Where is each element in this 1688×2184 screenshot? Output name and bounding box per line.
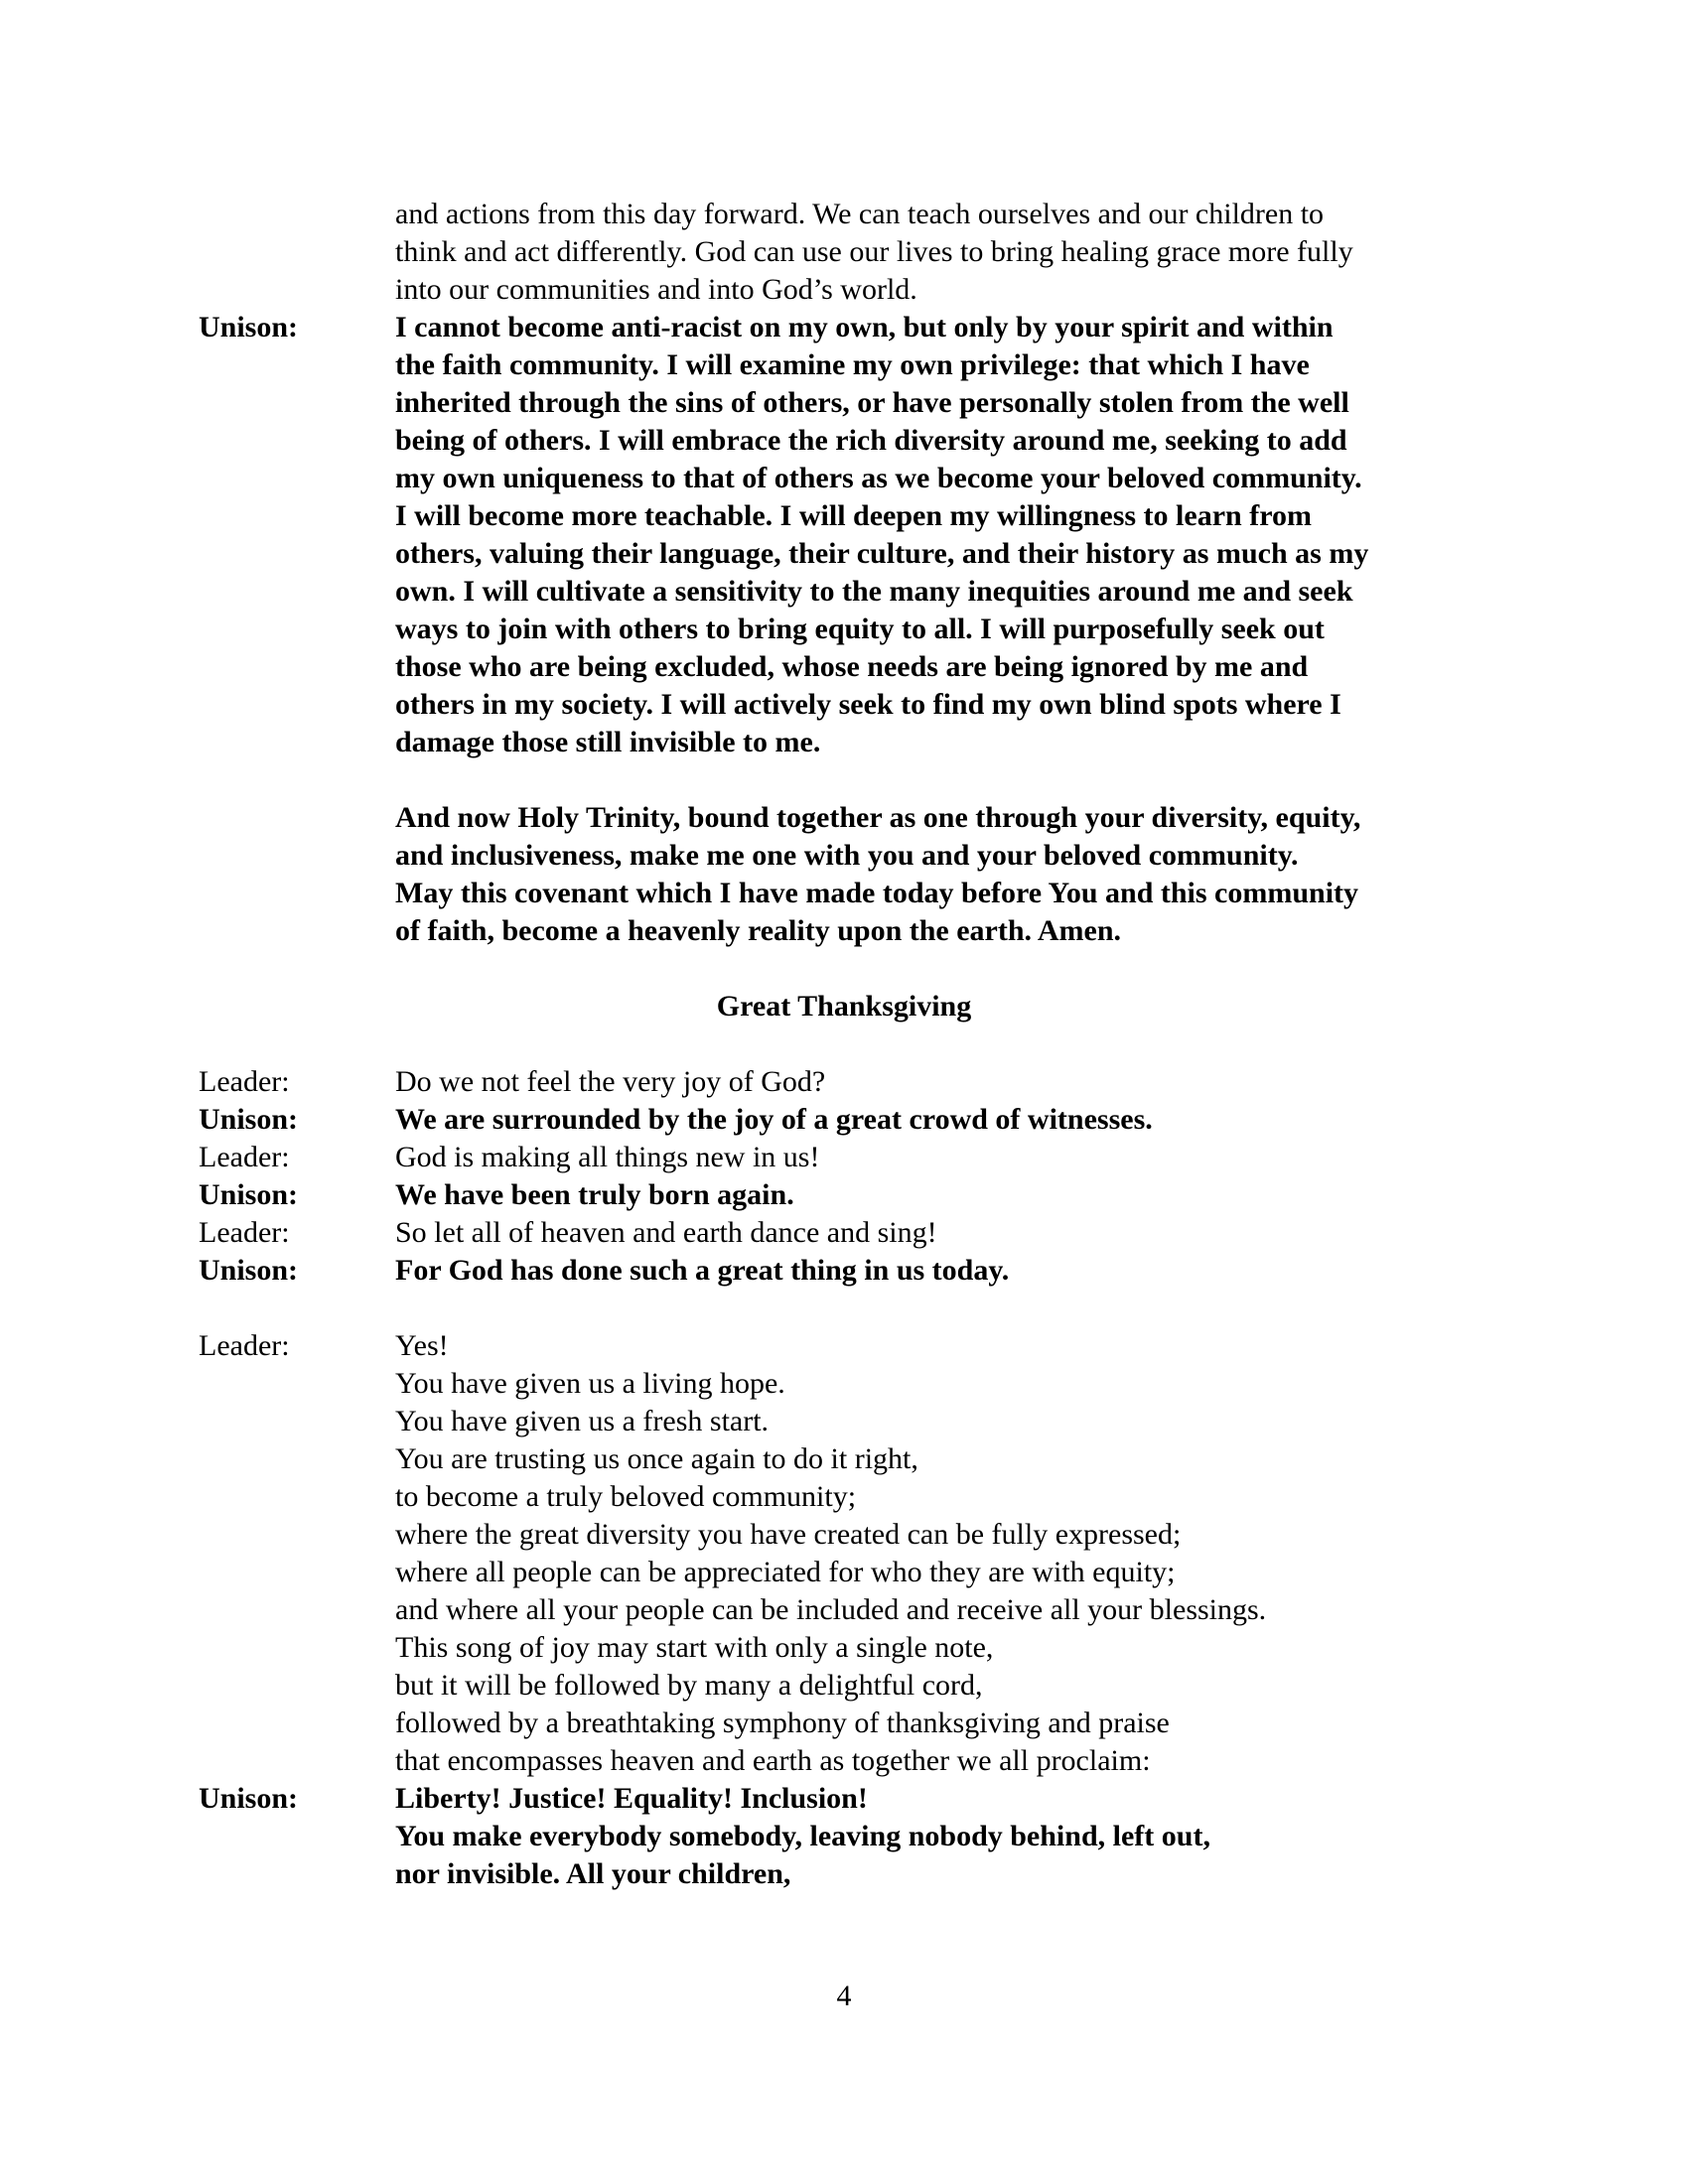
- text-line: [0, 1667, 1688, 1705]
- speaker-label: Unison:: [199, 1178, 299, 1211]
- leader-text: to become a truly beloved community;: [395, 1480, 857, 1513]
- text-line: [0, 309, 1688, 346]
- leader-text: but it will be followed by many a delightful cord,: [395, 1669, 983, 1702]
- unison-text: We are surrounded by the joy of a great crowd of witnesses.: [395, 1103, 1153, 1136]
- speaker-label: Leader:: [199, 1065, 290, 1098]
- unison-text: For God has done such a great thing in us today.: [395, 1254, 1010, 1287]
- text-line: [0, 837, 1688, 875]
- leader-text: This song of joy may start with only a single note,: [395, 1631, 994, 1664]
- text-line: [0, 799, 1688, 837]
- leader-text: Do we not feel the very joy of God?: [395, 1065, 826, 1098]
- heading-line: [0, 988, 1688, 1025]
- covenant-text: I will become more teachable. I will deepen my willingness to learn from: [395, 499, 1312, 532]
- leader-text: and where all your people can be included and receive all your blessings.: [395, 1593, 1267, 1626]
- prayer-text: And now Holy Trinity, bound together as one through your diversity, equity,: [395, 801, 1361, 834]
- continuation-text: into our communities and into God’s world.: [395, 273, 917, 306]
- text-line: [0, 1780, 1688, 1818]
- blank-line: [0, 1290, 1688, 1327]
- page-number: 4: [836, 1979, 852, 2012]
- covenant-text: inherited through the sins of others, or have personally stolen from the well: [395, 386, 1349, 419]
- prayer-text: of faith, become a heavenly reality upon the earth. Amen.: [395, 914, 1122, 947]
- text-line: [0, 384, 1688, 422]
- blank-line: [0, 950, 1688, 988]
- speaker-label: Unison:: [199, 1782, 299, 1815]
- response-row: [0, 1063, 1688, 1101]
- response-row: [0, 1101, 1688, 1139]
- text-line: [0, 875, 1688, 912]
- response-row: [0, 1139, 1688, 1176]
- prayer-text: and inclusiveness, make me one with you and your beloved community.: [395, 839, 1299, 872]
- text-line: [0, 1403, 1688, 1440]
- leader-text: You are trusting us once again to do it right,: [395, 1442, 918, 1475]
- speaker-label: Unison:: [199, 1254, 299, 1287]
- unison-text: You make everybody somebody, leaving nobody behind, left out,: [395, 1820, 1210, 1852]
- speaker-label: Leader:: [199, 1141, 290, 1173]
- covenant-text: those who are being excluded, whose needs are being ignored by me and: [395, 650, 1309, 683]
- text-line: [0, 1554, 1688, 1591]
- blank-line: [0, 761, 1688, 799]
- text-line: [0, 497, 1688, 535]
- text-line: [0, 1365, 1688, 1403]
- covenant-text: others in my society. I will actively seek to find my own blind spots where I: [395, 688, 1341, 721]
- leader-text: where all people can be appreciated for who they are with equity;: [395, 1556, 1176, 1588]
- speaker-label: Unison:: [199, 311, 299, 343]
- speaker-label: Unison:: [199, 1103, 299, 1136]
- text-line: [0, 271, 1688, 309]
- unison-text: We have been truly born again.: [395, 1178, 794, 1211]
- covenant-text: being of others. I will embrace the rich diversity around me, seeking to add: [395, 424, 1347, 457]
- section-title: Great Thanksgiving: [716, 990, 972, 1023]
- text-line: [0, 535, 1688, 573]
- text-line: [0, 1705, 1688, 1742]
- liturgy-body: [0, 196, 1688, 1893]
- text-line: [0, 573, 1688, 611]
- text-line: [0, 686, 1688, 724]
- covenant-text: the faith community. I will examine my own privilege: that which I have: [395, 348, 1310, 381]
- text-line: [0, 724, 1688, 761]
- covenant-text: own. I will cultivate a sensitivity to the many inequities around me and seek: [395, 575, 1353, 608]
- text-line: [0, 1742, 1688, 1780]
- text-line: [0, 1440, 1688, 1478]
- text-line: [0, 1855, 1688, 1893]
- covenant-text: my own uniqueness to that of others as we become your beloved community.: [395, 462, 1362, 494]
- text-line: [0, 1327, 1688, 1365]
- text-line: [0, 1629, 1688, 1667]
- leader-text: So let all of heaven and earth dance and sing!: [395, 1216, 937, 1249]
- leader-text: where the great diversity you have created can be fully expressed;: [395, 1518, 1182, 1551]
- text-line: [0, 460, 1688, 497]
- covenant-text: I cannot become anti-racist on my own, but only by your spirit and within: [395, 311, 1334, 343]
- prayer-text: May this covenant which I have made today before You and this community: [395, 877, 1359, 909]
- leader-text: that encompasses heaven and earth as together we all proclaim:: [395, 1744, 1151, 1777]
- leader-text: You have given us a living hope.: [395, 1367, 785, 1400]
- response-row: [0, 1214, 1688, 1252]
- speaker-label: Leader:: [199, 1329, 290, 1362]
- covenant-text: ways to join with others to bring equity to all. I will purposefully seek out: [395, 613, 1325, 645]
- covenant-text: others, valuing their language, their culture, and their history as much as my: [395, 537, 1369, 570]
- text-line: [0, 346, 1688, 384]
- leader-text: Yes!: [395, 1329, 449, 1362]
- speaker-label: Leader:: [199, 1216, 290, 1249]
- unison-text: Liberty! Justice! Equality! Inclusion!: [395, 1782, 868, 1815]
- text-line: [0, 648, 1688, 686]
- text-line: [0, 912, 1688, 950]
- text-line: [0, 1818, 1688, 1855]
- unison-text: nor invisible. All your children,: [395, 1857, 791, 1890]
- leader-text: God is making all things new in us!: [395, 1141, 820, 1173]
- leader-text: followed by a breathtaking symphony of thanksgiving and praise: [395, 1706, 1170, 1739]
- text-line: [0, 611, 1688, 648]
- text-line: [0, 1478, 1688, 1516]
- text-line: [0, 1591, 1688, 1629]
- text-line: [0, 233, 1688, 271]
- response-row: [0, 1176, 1688, 1214]
- continuation-text: think and act differently. God can use our lives to bring healing grace more fully: [395, 235, 1353, 268]
- text-line: [0, 196, 1688, 233]
- continuation-text: and actions from this day forward. We can teach ourselves and our children to: [395, 198, 1325, 230]
- leader-text: You have given us a fresh start.: [395, 1405, 770, 1437]
- text-line: [0, 422, 1688, 460]
- response-row: [0, 1252, 1688, 1290]
- covenant-text: damage those still invisible to me.: [395, 726, 821, 758]
- blank-line: [0, 1025, 1688, 1063]
- text-line: [0, 1516, 1688, 1554]
